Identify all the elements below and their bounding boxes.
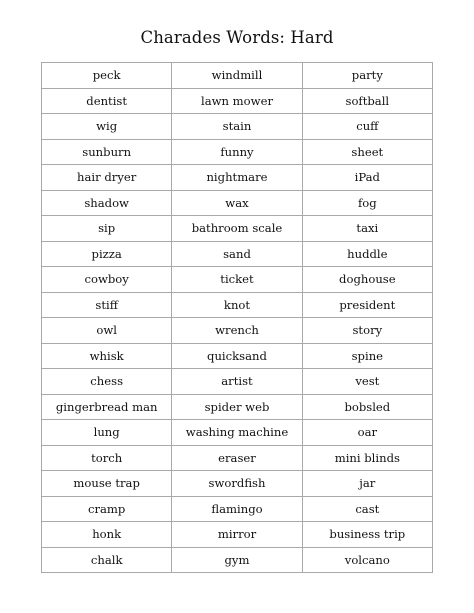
word-cell: washing machine [172, 420, 302, 446]
word-cell: artist [172, 369, 302, 395]
word-cell: president [302, 292, 432, 318]
word-cell: hair dryer [42, 165, 172, 191]
word-cell: knot [172, 292, 302, 318]
page-title: Charades Words: Hard [140, 28, 334, 47]
word-cell: shadow [42, 190, 172, 216]
word-cell: cramp [42, 496, 172, 522]
word-cell: funny [172, 139, 302, 165]
table-row [42, 241, 433, 267]
charades-word-table [41, 62, 433, 573]
word-cell: quicksand [172, 343, 302, 369]
word-cell: softball [302, 88, 432, 114]
table-row [42, 445, 433, 471]
table-row [42, 139, 433, 165]
word-cell: gingerbread man [42, 394, 172, 420]
word-cell: eraser [172, 445, 302, 471]
word-cell: mirror [172, 522, 302, 548]
word-cell: stiff [42, 292, 172, 318]
table-row [42, 343, 433, 369]
table-row [42, 471, 433, 497]
table-row [42, 547, 433, 573]
word-cell: lung [42, 420, 172, 446]
word-cell: lawn mower [172, 88, 302, 114]
word-cell: chalk [42, 547, 172, 573]
word-cell: wig [42, 114, 172, 140]
word-cell: flamingo [172, 496, 302, 522]
word-cell: ticket [172, 267, 302, 293]
word-table-body [42, 63, 433, 573]
word-cell: party [302, 63, 432, 89]
table-row [42, 216, 433, 242]
table-row [42, 522, 433, 548]
table-row [42, 114, 433, 140]
word-cell: owl [42, 318, 172, 344]
word-cell: whisk [42, 343, 172, 369]
word-cell: doghouse [302, 267, 432, 293]
word-cell: sip [42, 216, 172, 242]
word-cell: dentist [42, 88, 172, 114]
word-cell: sheet [302, 139, 432, 165]
word-cell: pizza [42, 241, 172, 267]
word-cell: spine [302, 343, 432, 369]
table-row [42, 88, 433, 114]
word-cell: cowboy [42, 267, 172, 293]
word-cell: business trip [302, 522, 432, 548]
word-cell: torch [42, 445, 172, 471]
word-cell: jar [302, 471, 432, 497]
word-cell: wrench [172, 318, 302, 344]
word-cell: volcano [302, 547, 432, 573]
word-cell: cuff [302, 114, 432, 140]
table-row [42, 165, 433, 191]
word-cell: taxi [302, 216, 432, 242]
word-cell: story [302, 318, 432, 344]
table-row [42, 420, 433, 446]
word-cell: fog [302, 190, 432, 216]
table-row [42, 394, 433, 420]
table-row [42, 496, 433, 522]
table-row [42, 63, 433, 89]
word-cell: spider web [172, 394, 302, 420]
word-cell: stain [172, 114, 302, 140]
word-cell: sand [172, 241, 302, 267]
word-cell: sunburn [42, 139, 172, 165]
word-cell: wax [172, 190, 302, 216]
word-cell: windmill [172, 63, 302, 89]
word-cell: huddle [302, 241, 432, 267]
word-cell: cast [302, 496, 432, 522]
table-row [42, 190, 433, 216]
word-cell: bathroom scale [172, 216, 302, 242]
table-row [42, 318, 433, 344]
word-cell: mouse trap [42, 471, 172, 497]
word-cell: swordfish [172, 471, 302, 497]
word-cell: vest [302, 369, 432, 395]
word-cell: honk [42, 522, 172, 548]
word-cell: iPad [302, 165, 432, 191]
word-cell: oar [302, 420, 432, 446]
table-row [42, 292, 433, 318]
word-cell: nightmare [172, 165, 302, 191]
table-row [42, 267, 433, 293]
word-cell: gym [172, 547, 302, 573]
word-cell: chess [42, 369, 172, 395]
table-row [42, 369, 433, 395]
word-cell: mini blinds [302, 445, 432, 471]
word-cell: bobsled [302, 394, 432, 420]
word-cell: peck [42, 63, 172, 89]
